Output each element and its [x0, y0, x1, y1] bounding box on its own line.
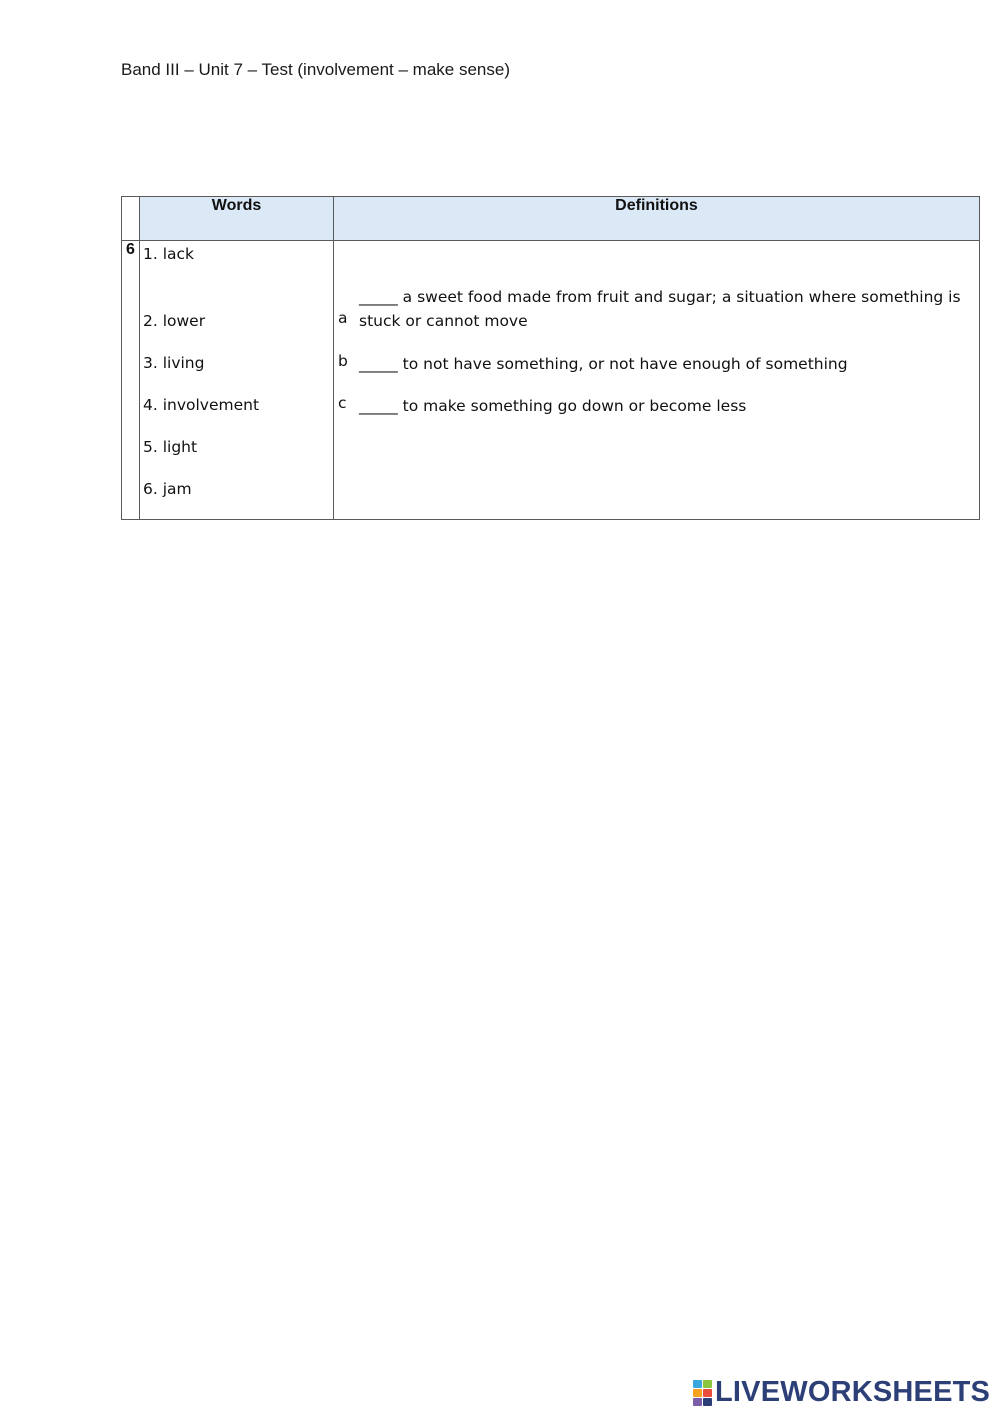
definition-letter: b	[338, 352, 348, 370]
definition-text	[359, 352, 969, 376]
logo-tile	[693, 1398, 702, 1406]
header-blank-cell	[122, 197, 140, 241]
definition-item	[338, 394, 969, 418]
matching-table	[121, 196, 980, 520]
definitions-cell	[334, 241, 980, 520]
definition-text	[359, 285, 969, 333]
word-item: 3. living	[143, 354, 205, 372]
definition-letter: c	[338, 394, 347, 412]
definition-body: to not have something, or not have enough of something	[397, 355, 848, 373]
answer-blank[interactable]: _____	[359, 355, 398, 373]
exercise-number: 6	[122, 241, 140, 520]
word-item: 4. involvement	[143, 396, 260, 414]
definition-body: a sweet food made from fruit and sugar; a situation where something is stuck or cannot move	[359, 288, 961, 330]
word-item: 1. lack	[143, 245, 195, 263]
definition-body: to make something go down or become less	[397, 397, 747, 415]
words-header: Words	[140, 197, 334, 241]
definitions-header: Definitions	[334, 197, 980, 241]
answer-blank[interactable]: _____	[359, 397, 398, 415]
word-item: 2. lower	[143, 312, 206, 330]
definition-item	[338, 285, 969, 333]
definition-item	[338, 352, 969, 376]
page-title: Band III – Unit 7 – Test (involvement – make sense)	[121, 60, 510, 79]
table-header-row	[122, 197, 980, 241]
liveworksheets-logo	[693, 1376, 990, 1409]
words-cell	[140, 241, 334, 520]
word-item: 5. light	[143, 438, 198, 456]
logo-text: LIVEWORKSHEETS	[715, 1376, 991, 1408]
table-body-row	[122, 241, 980, 520]
logo-tile	[703, 1389, 712, 1397]
logo-tile	[693, 1380, 702, 1388]
logo-tile	[703, 1380, 712, 1388]
liveworksheets-logo-icon	[693, 1380, 713, 1406]
word-item: 6. jam	[143, 480, 192, 498]
definition-text	[359, 394, 969, 418]
logo-tile	[703, 1398, 712, 1406]
definition-letter: a	[338, 309, 348, 327]
answer-blank[interactable]: _____	[359, 288, 398, 306]
logo-tile	[693, 1389, 702, 1397]
